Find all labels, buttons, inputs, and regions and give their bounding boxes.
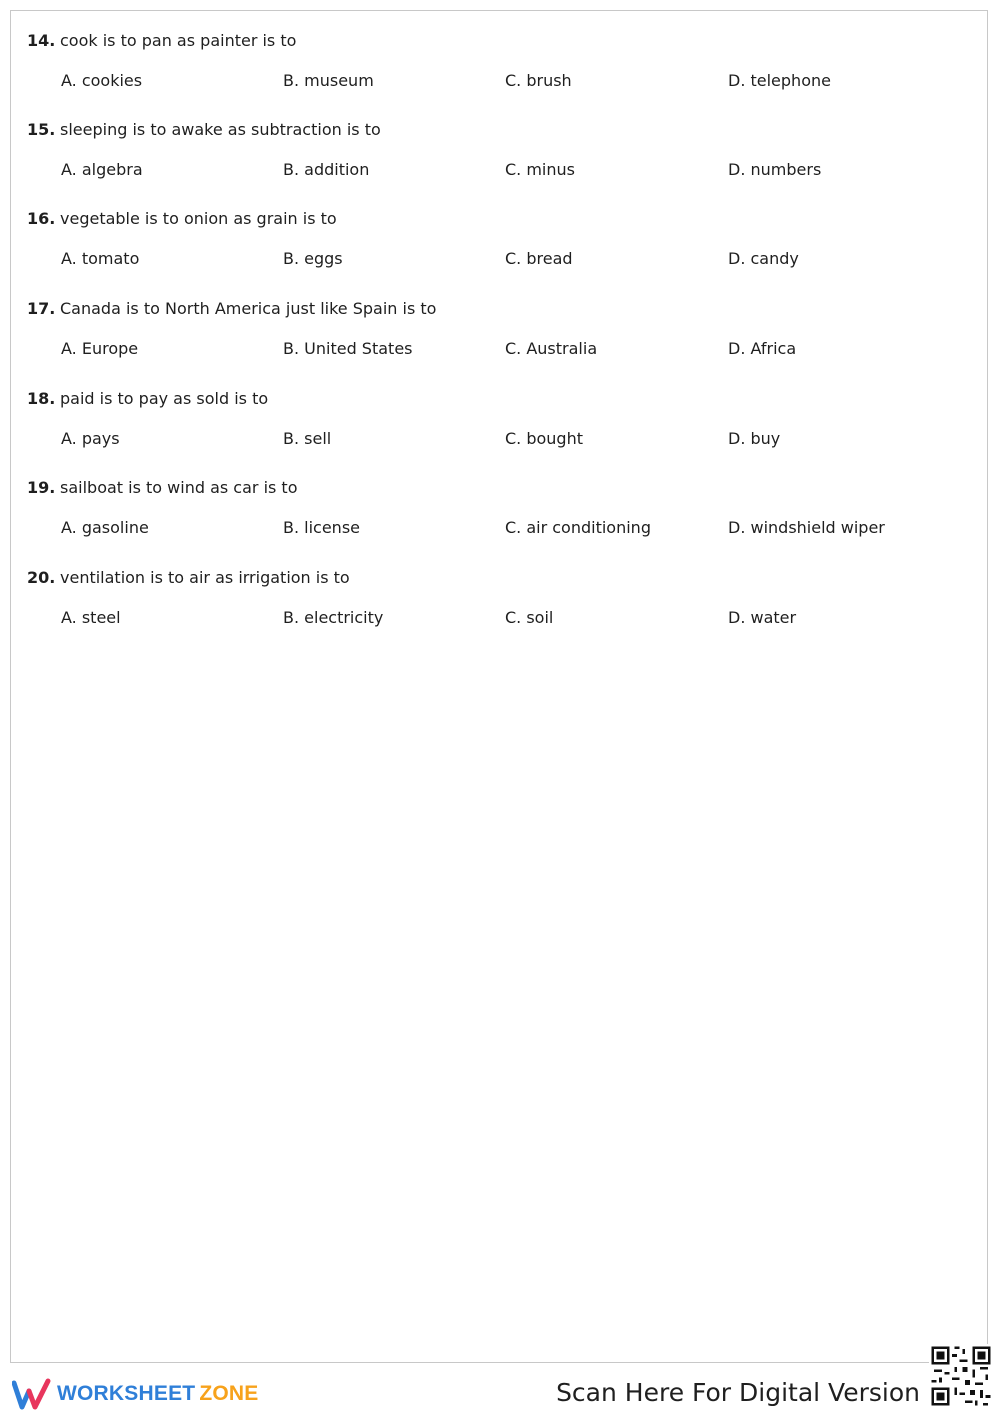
question-number: 15. [27,120,56,139]
question-15 [27,120,967,184]
option-d[interactable]: D. windshield wiper [728,518,885,537]
brand-part-zone: ZONE [199,1382,259,1405]
question-17 [27,299,967,363]
question-19 [27,478,967,542]
option-d[interactable]: D. buy [728,429,781,448]
question-14 [27,31,967,95]
answer-options [27,160,967,184]
question-number: 17. [27,299,56,318]
brand-name [57,1382,258,1406]
option-b[interactable]: B. sell [283,429,332,448]
question-text: sailboat is to wind as car is to [60,478,298,497]
brand-logo[interactable] [12,1376,258,1412]
option-d[interactable]: D. candy [728,249,799,268]
option-c[interactable]: C. brush [505,71,572,90]
answer-options [27,518,967,542]
question-text: cook is to pan as painter is to [60,31,297,50]
question-number: 16. [27,209,56,228]
option-a[interactable]: A. tomato [61,249,140,268]
option-a[interactable]: A. cookies [61,71,143,90]
question-number: 14. [27,31,56,50]
brand-part-worksheet: WORKSHEET [57,1382,196,1405]
option-c[interactable]: C. minus [505,160,575,179]
question-number: 20. [27,568,56,587]
answer-options [27,608,967,632]
answer-options [27,429,967,453]
answer-options [27,71,967,95]
option-d[interactable]: D. telephone [728,71,831,90]
option-c[interactable]: C. bought [505,429,583,448]
option-c[interactable]: C. air conditioning [505,518,651,537]
option-c[interactable]: C. Australia [505,339,598,358]
option-b[interactable]: B. license [283,518,360,537]
question-number: 18. [27,389,56,408]
question-text: sleeping is to awake as subtraction is to [60,120,381,139]
question-number: 19. [27,478,56,497]
qr-code-icon[interactable] [929,1344,993,1408]
option-c[interactable]: C. bread [505,249,573,268]
worksheetzone-logo-icon [12,1377,52,1411]
option-a[interactable]: A. gasoline [61,518,149,537]
option-a[interactable]: A. algebra [61,160,143,179]
option-a[interactable]: A. Europe [61,339,139,358]
answer-options [27,339,967,363]
question-20 [27,568,967,632]
option-d[interactable]: D. Africa [728,339,797,358]
option-b[interactable]: B. electricity [283,608,384,627]
option-c[interactable]: C. soil [505,608,554,627]
question-text: paid is to pay as sold is to [60,389,269,408]
option-d[interactable]: D. numbers [728,160,822,179]
answer-options [27,249,967,273]
question-18 [27,389,967,453]
option-b[interactable]: B. museum [283,71,374,90]
option-a[interactable]: A. steel [61,608,121,627]
question-16 [27,209,967,273]
question-text: ventilation is to air as irrigation is to [60,568,350,587]
option-b[interactable]: B. United States [283,339,413,358]
scan-caption: Scan Here For Digital Version [556,1378,920,1407]
option-d[interactable]: D. water [728,608,797,627]
option-b[interactable]: B. eggs [283,249,343,268]
question-text: Canada is to North America just like Spain is to [60,299,437,318]
option-b[interactable]: B. addition [283,160,370,179]
question-text: vegetable is to onion as grain is to [60,209,337,228]
option-a[interactable]: A. pays [61,429,120,448]
